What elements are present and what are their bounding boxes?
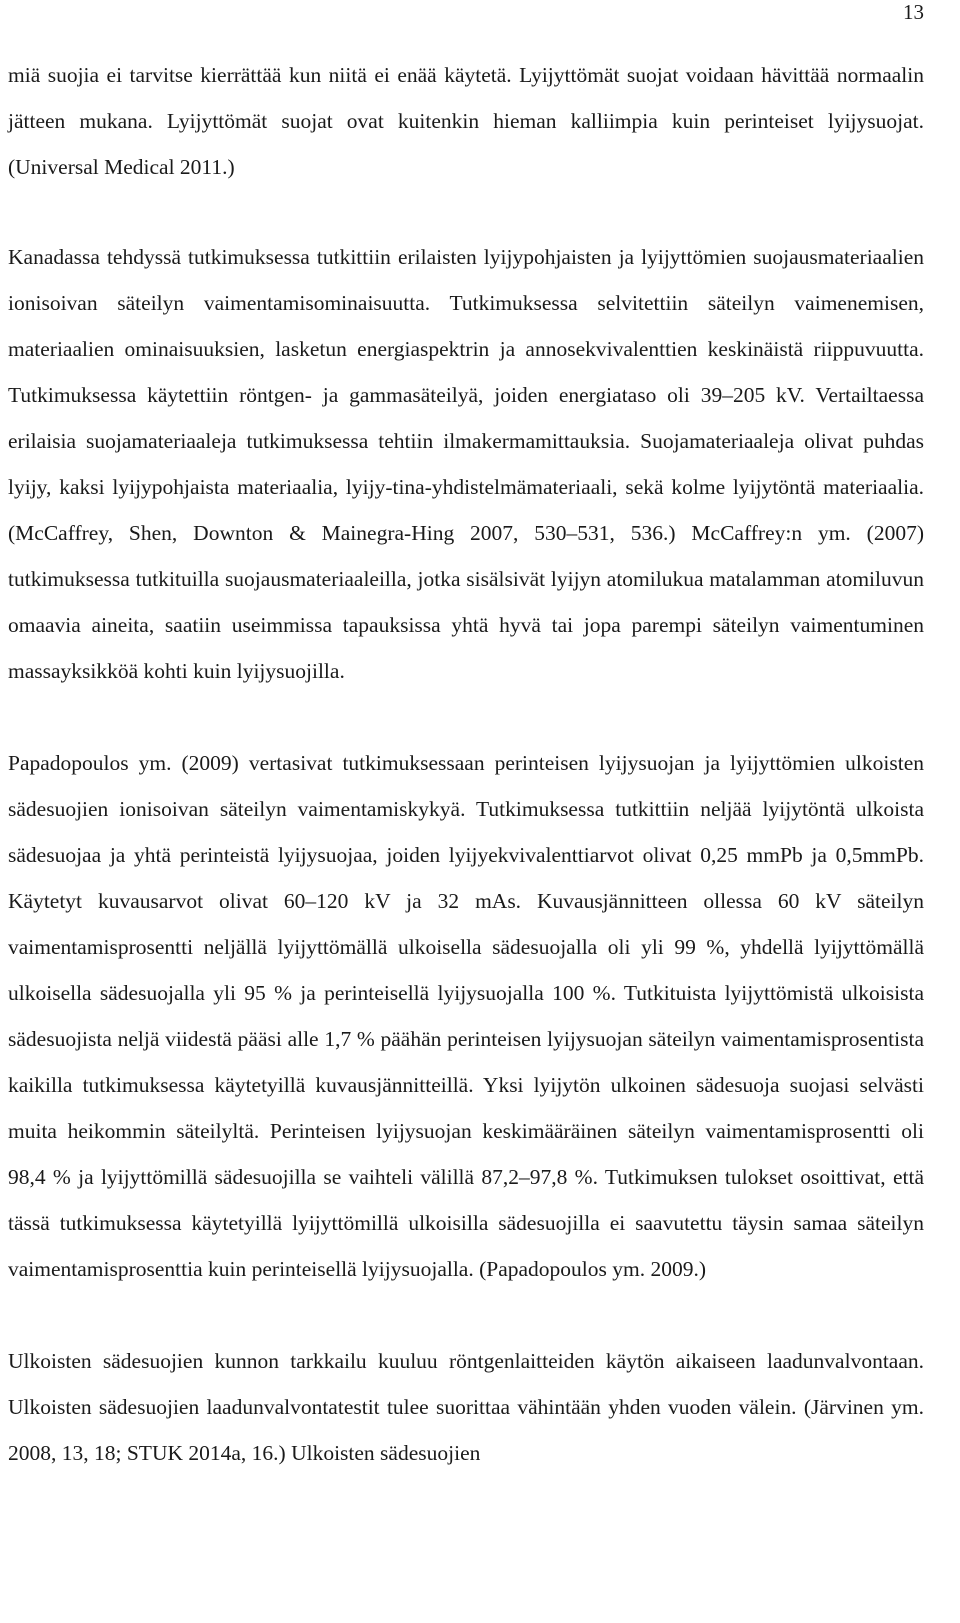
- paragraph-papadopoulos-study: Papadopoulos ym. (2009) vertasivat tutkimuksessaan perinteisen lyijysuojan ja lyijyttömien ulkoisten sädesuojien ionisoivan säteilyn vaimentamiskykyä. Tutkimuksessa tutkittiin neljää lyijytöntä ulkoista sädesuojaa ja yhtä perinteistä lyijysuojaa, joiden lyijyekvivalenttiarvot olivat 0,25 mmPb ja 0,5mmPb. Käytetyt kuvausarvot olivat 60–120 kV ja 32 mAs. Kuvausjännitteen ollessa 60 kV säteilyn vaimentamisprosentti neljällä lyijyttömällä ulkoisella sädesuojalla oli yli 99 %, yhdellä lyijyttömällä ulkoisella sädesuojalla yli 95 % ja perinteisellä lyijysuojalla 100 %. Tutkituista lyijyttömistä ulkoisista sädesuojista neljä viidestä pääsi alle 1,7 % päähän perinteisen lyijysuojan säteilyn vaimentamisprosentista kaikilla tutkimuksessa käytetyillä kuvausjännitteillä. Yksi lyijytön ulkoinen sädesuoja suojasi selvästi muita heikommin säteilyltä. Perinteisen lyijysuojan keskimääräinen säteilyn vaimentamisprosentti oli 98,4 % ja lyijyttömillä sädesuojilla se vaihteli välillä 87,2–97,8 %. Tutkimuksen tulokset osoittivat, että tässä tutkimuksessa käytetyillä lyijyttömillä ulkoisilla sädesuojilla ei saavutettu täysin samaa säteilyn vaimentamisprosenttia kuin perinteisellä lyijysuojalla. (Papadopoulos ym. 2009.): [8, 751, 924, 1281]
- paragraph-spacer: [8, 1292, 924, 1338]
- paragraph-lead-free-shields-disposal: miä suojia ei tarvitse kierrättää kun niitä ei enää käytetä. Lyijyttömät suojat voidaan hävittää normaalin jätteen mukana. Lyijyttömät suojat ovat kuitenkin hieman kalliimpia kuin perinteiset lyijysuojat. (Universal Medical 2011.): [8, 63, 924, 179]
- paragraph-spacer: [8, 694, 924, 740]
- paragraph-canadian-study: Kanadassa tehdyssä tutkimuksessa tutkittiin erilaisten lyijypohjaisten ja lyijyttömien suojausmateriaalien ionisoivan säteilyn vaimentamisominaisuutta. Tutkimuksessa selvitettiin säteilyn vaimenemisen, materiaalien ominaisuuksien, lasketun energiaspektrin ja annosekvivalenttien keskinäistä riippuvuutta. Tutkimuksessa käytettiin röntgen- ja gammasäteilyä, joiden energiataso oli 39–205 kV. Vertailtaessa erilaisia suojamateriaaleja tutkimuksessa tehtiin ilmakermamittauksia. Suojamateriaaleja olivat puhdas lyijy, kaksi lyijypohjaista materiaalia, lyijy-tina-yhdistelmämateriaali, sekä kolme lyijytöntä materiaalia. (McCaffrey, Shen, Downton & Mainegra-Hing 2007, 530–531, 536.) McCaffrey:n ym. (2007) tutkimuksessa tutkituilla suojausmateriaaleilla, jotka sisälsivät lyijyn atomilukua matalamman atomiluvun omaavia aineita, saatiin useimmissa tapauksissa yhtä hyvä tai jopa parempi säteilyn vaimentuminen massayksikköä kohti kuin lyijysuojilla.: [8, 245, 924, 683]
- paragraph-quality-control: Ulkoisten sädesuojien kunnon tarkkailu kuuluu röntgenlaitteiden käytön aikaiseen laadunvalvontaan. Ulkoisten sädesuojien laadunvalvontatestit tulee suorittaa vähintään yhden vuoden välein. (Järvinen ym. 2008, 13, 18; STUK 2014a, 16.) Ulkoisten sädesuojien: [8, 1349, 924, 1465]
- page-number: 13: [903, 0, 924, 24]
- paragraph-spacer: [8, 190, 924, 234]
- document-body: [8, 52, 924, 1476]
